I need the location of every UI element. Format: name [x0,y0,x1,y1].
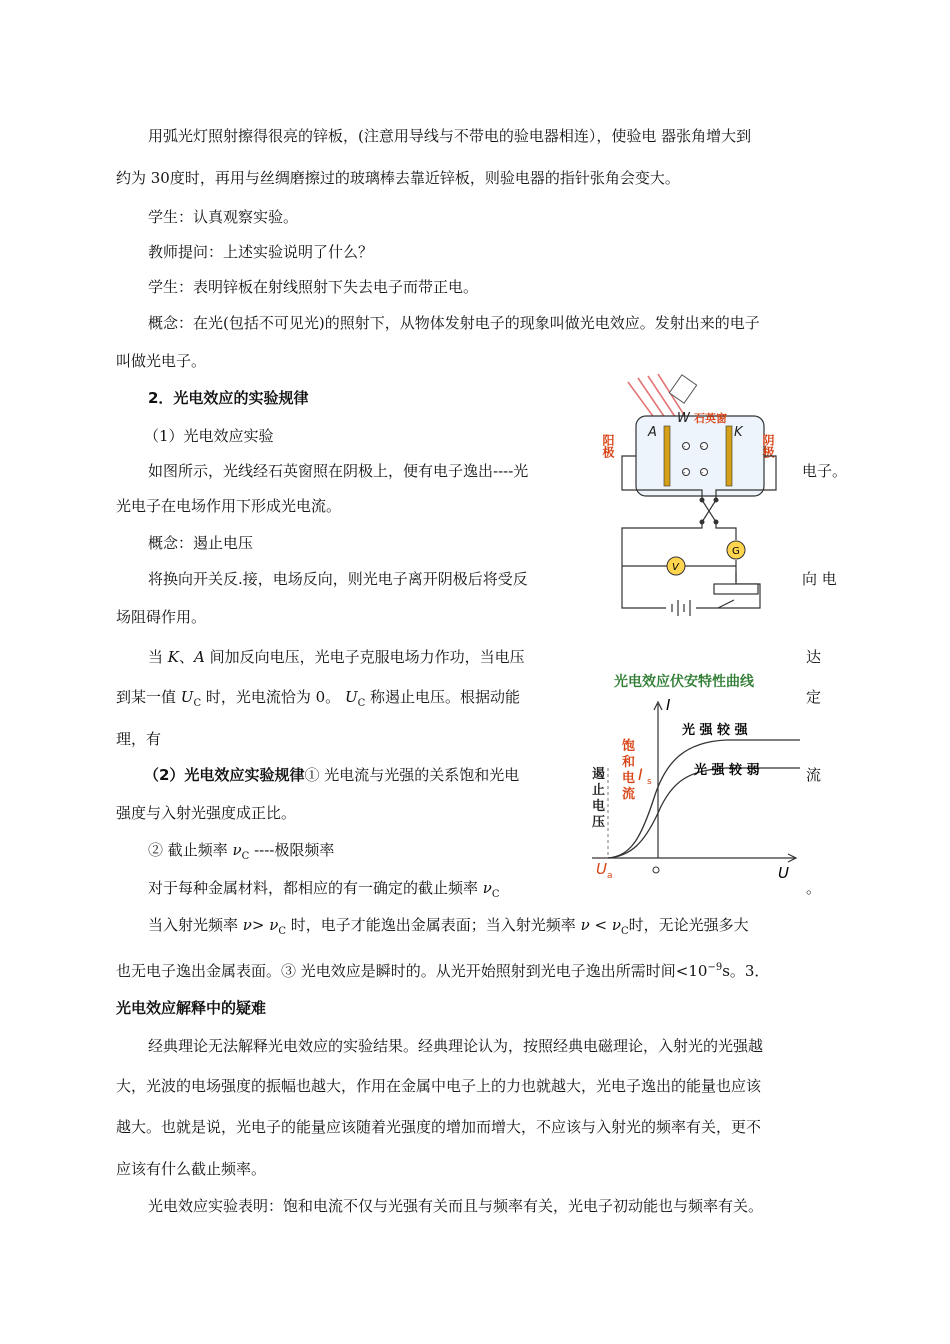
stopping-voltage-label [592,766,605,830]
svg-text:和: 和 [622,755,636,770]
section-heading-2: 2．光电效应的实验规律 [148,389,309,407]
svg-text:-: - [683,443,686,451]
origin-marker [653,867,659,873]
curve-weak-light [608,768,800,858]
experiment-line-1: 如图所示，光线经石英窗照在阴极上，便有电子逸出----光 [148,462,529,480]
concept-line-2: 叫做光电子。 [116,352,207,370]
is-label: I [638,765,643,784]
anode-plate [664,426,670,486]
intro-line-1: 用弧光灯照射擦得很亮的锌板，(注意用导线与不带电的验电器相连），使验电 器张角增大到 [148,127,752,145]
svg-text:电: 电 [592,799,606,814]
svg-text:止: 止 [592,783,606,798]
rules-line-1: （2）光电效应实验规律① 光电流与光强的关系饱和光电 [144,766,520,784]
photoelectric-circuit-diagram [586,372,844,616]
svg-text:-: - [701,443,704,451]
reverse-voltage-line-2: 到某一值 $U_C$ 时，光电流恰为 0。 $U_C$ 称遏止电压。根据动能 [116,688,521,709]
svg-text:-: - [701,469,704,477]
student-answer: 学生：表明锌板在射线照射下失去电子而带正电。 [148,278,479,296]
a-label: A [648,425,657,440]
experiment-line-1-end: 电子。 [802,462,848,480]
rules-line-1-end: 流 [806,766,822,784]
u-axis-label: U [778,864,789,882]
svg-text:电: 电 [622,771,636,786]
reverse-switch-line-1-end: 向 电 [802,570,837,588]
i-axis-label: I [666,696,671,714]
experiment-conclusion: 光电效应实验表明：饱和电流不仅与光强有关而且与频率有关，光电子初动能也与频率有关。 [148,1197,764,1215]
cathode-label: 阴极 [761,434,775,458]
is-subscript: s [647,777,652,787]
reverse-voltage-line-3: 理，有 [116,730,162,748]
cutoff-material-line: 对于每种金属材料，都相应的有一确定的截止频率 $\nu_C$ [148,879,500,900]
section-heading-3: 光电效应解释中的疑难 [116,999,267,1017]
svg-text:遏: 遏 [592,767,606,782]
classical-theory-line-3: 越大。也就是说，光电子的能量应该随着光强度的增加而增大，不应该与入射光的频率有关，更不 [116,1118,762,1136]
cutoff-material-line-end: 。 [806,879,822,897]
cathode-plate [726,426,732,486]
teacher-question: 教师提问：上述实验说明了什么？ [148,243,374,261]
curve-strong-light [608,740,800,858]
ua-label: U [596,860,607,878]
ua-subscript: a [607,871,613,881]
reverse-voltage-line-1: 当 K、A 间加反向电压，光电子克服电场力作功，当电压 [148,648,525,666]
classical-theory-line-4: 应该有什么截止频率。 [116,1160,267,1178]
saturation-current-label [622,738,635,802]
strong-light-label: 光 强 较 强 [682,723,748,738]
cutoff-frequency-line: ② 截止频率 $\nu_C$ ----极限频率 [148,841,335,862]
reverse-voltage-line-2-end: 定 [806,688,822,706]
svg-text:-: - [683,469,686,477]
iv-chart-title: 光电效应伏安特性曲线 [614,674,754,690]
w-label: W [677,411,690,426]
stopping-voltage-concept: 概念：遏止电压 [148,534,254,552]
classical-theory-line-2: 大，光波的电场强度的振幅也越大，作用在金属中电子上的力也就越大，光电子逸出的能量也应该 [116,1077,762,1095]
subsection-heading-1: （1）光电效应实验 [144,427,274,445]
svg-text:压: 压 [592,815,606,830]
reverse-switch-line-1: 将换向开关反.接，电场反向，则光电子离开阴极后将受反 [148,570,528,588]
intro-line-2: 约为 30度时，再用与丝绸磨擦过的玻璃棒去靠近锌板，则验电器的指针张角会变大。 [116,169,680,187]
weak-light-label: 光 强 较 弱 [694,763,760,778]
reverse-switch-line-2: 场阻碍作用。 [116,608,207,626]
window-label: 石英窗 [694,412,727,425]
anode-label: 阳极 [601,434,615,458]
rules-line-2: 强度与入射光强度成正比。 [116,804,297,822]
frequency-condition-line-1: 当入射光频率 $\nu> \nu_C$ 时，电子才能逸出金属表面；当入射光频率 $\nu < \nu_C$时，无论光强多大 [148,916,749,937]
experiment-line-2: 光电子在电场作用下形成光电流。 [116,497,342,515]
galvanometer-label: G [732,546,740,557]
k-label: K [734,425,743,440]
classical-theory-line-1: 经典理论无法解释光电效应的实验结果。经典理论认为，按照经典电磁理论，入射光的光强越 [148,1037,764,1055]
reverse-voltage-line-1-end: 达 [806,648,822,666]
svg-text:饱: 饱 [622,739,636,754]
voltmeter-label: V [672,562,679,573]
student-observe: 学生：认真观察实验。 [148,208,299,226]
concept-line-1: 概念：在光(包括不可见光)的照射下，从物体发射电子的现象叫做光电效应。发射出来的电子 [148,314,760,332]
svg-text:流: 流 [622,787,636,802]
frequency-condition-line-2: 也无电子逸出金属表面。③ 光电效应是瞬时的。从光开始照射到光电子逸出所需时间$<10^{-9}s$。3． [116,962,770,980]
iv-characteristic-chart [586,668,804,886]
